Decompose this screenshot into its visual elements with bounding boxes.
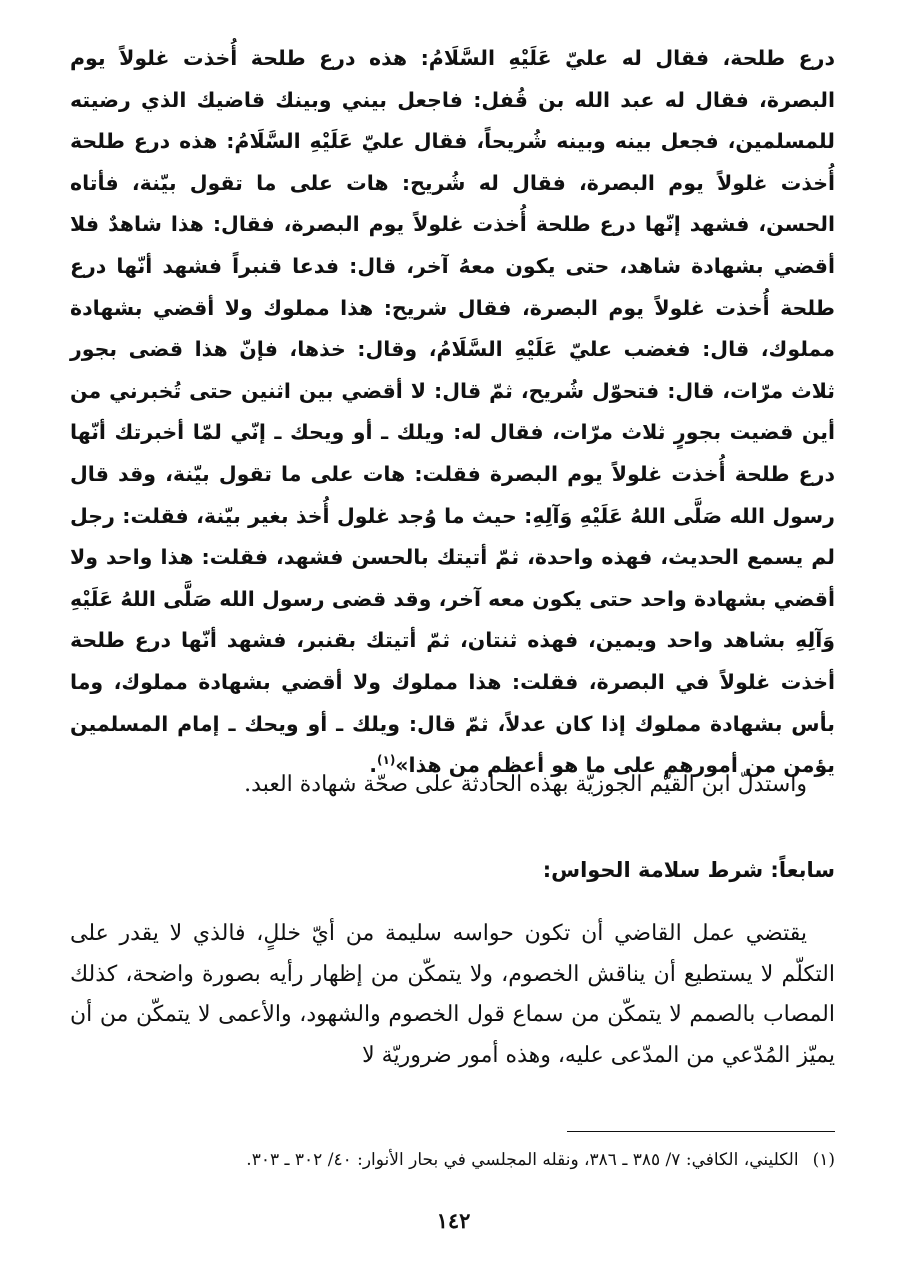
section-heading: سابعاً: شرط سلامة الحواس: (542, 858, 835, 882)
footnote (70, 1142, 835, 1178)
footnote-number: (١) (812, 1150, 835, 1170)
footnote-separator-line (567, 1131, 835, 1132)
body-paragraph: يقتضي عمل القاضي أن تكون حواسه سليمة من أيّ خللٍ، فالذي لا يقدر على التكلّم لا يستطيع أن يناقش الخصوم، ولا يتمكّن من إظهار رأيه بصورة واضحة، كذلك المصاب بالصمم لا يتمكّن من سماع قول الخصوم والشهود، والأعمى لا يتمكّن من أن يميّز المُدّعي من المدّعى عليه، وهذه أمور ضروريّة لا (70, 921, 835, 1068)
page-number: ١٤٢ (436, 1208, 471, 1233)
footnote-text: الكليني، الكافي: ٧/ ٣٨٥ ـ ٣٨٦، ونقله المجلسي في بحار الأنوار: ٤٠/ ٣٠٢ ـ ٣٠٣. (246, 1150, 799, 1170)
citation-paragraph: واستدلّ ابن القيّم الجوزيّة بهذه الحادثة على صحّة شهادة العبد. (244, 772, 807, 797)
hadith-quote-text: درع طلحة، فقال له عليّ عَلَيْهِ السَّلَامُ: هذه درع طلحة أُخذت غلولاً يوم البصرة، فقال له عبد الله بن قُفل: فاجعل بيني وبينك قاضيك الذي رضيته للمسلمين، فجعل بينه وبينه شُريحاً، فقال عليّ عَلَيْهِ السَّلَامُ: هذه درع طلحة أُخذت غلولاً يوم البصرة، فقال له شُريح: هات على ما تقول بيّنة، فأتاه الحسن، فشهد إنّها درع طلحة أُخذت غلولاً يوم البصرة، فقال: هذا شاهدٌ فلا أقضي بشهادة شاهد، حتى يكون معهُ آخر، قال: فدعا قنبراً فشهد أنّها درع طلحة أُخذت غلولاً يوم البصرة، فقال شريح: هذا مملوك ولا أقضي بشهادة مملوك، قال: فغضب عليّ عَلَيْهِ السَّلَامُ، وقال: خذها، فإنّ هذا قضى بجور ثلاث مرّات، قال: فتحوّل شُريح، ثمّ قال: لا أقضي بين اثنين حتى تُخبرني من أين قضيت بجورٍ ثلاث مرّات، فقال له: ويلك ـ أو ويحك ـ إنّي لمّا أخبرتك أنّها درع طلحة أُخذت غلولاً يوم البصرة فقلت: هات على ما تقول بيّنة، وقد قال رسول الله صَلَّى اللهُ عَلَيْهِ وَآلِهِ: حيث ما وُجد غلول أُخذ بغير بيّنة، فقلت: رجل لم يسمع الحديث، فهذه واحدة، ثمّ أتيتك بالحسن فشهد، فقلت: هذا واحد ولا أقضي بشهادة واحد حتى يكون معه آخر، وقد قضى رسول الله صَلَّى اللهُ عَلَيْهِ وَآلِهِ بشاهد واحد ويمين، فهذه ثنتان، ثمّ أتيتك بقنبر، فشهد أنّها درع طلحة أخذت غلولاً في البصرة، فقلت: هذا مملوك ولا أقضي بشهادة مملوك، وما بأس بشهادة مملوك إذا كان عدلاً، ثمّ قال: ويلك ـ أو ويحك ـ إمام المسلمين يؤمن من أمورهم على ما هو أعظم من هذا» (70, 46, 835, 778)
quote-end-punctuation: . (369, 753, 377, 778)
footnote-reference-marker: (١) (377, 753, 396, 768)
hadith-quote-paragraph (70, 38, 835, 787)
